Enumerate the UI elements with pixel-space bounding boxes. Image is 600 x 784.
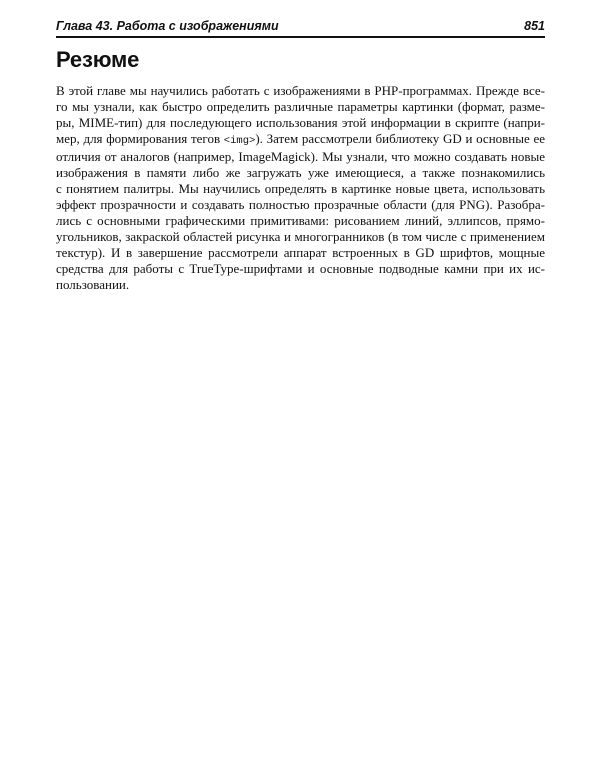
paragraph-line: изображения в памяти либо же загружать уже имеющиеся, а также познакомились bbox=[56, 165, 545, 180]
running-header bbox=[56, 18, 545, 38]
paragraph-text: ). Затем рассмотрели библиотеку GD и основные ее bbox=[255, 131, 546, 146]
paragraph-line: В этой главе мы научились работать с изображениями в PHP-программах. Прежде все- bbox=[56, 83, 545, 98]
paragraph-line: пользовании. bbox=[56, 277, 130, 292]
paragraph-line-with-code bbox=[56, 131, 545, 149]
paragraph-line: текстур). И в завершение рассмотрели аппарат встроенных в GD шрифтов, мощные bbox=[56, 245, 545, 260]
paragraph-line: с понятием палитры. Мы научились определять в картинке новые цвета, использовать bbox=[56, 181, 545, 196]
paragraph-line: ры, MIME-тип) для последующего использования этой информации в скрипте (напри- bbox=[56, 115, 545, 130]
paragraph-line: отличия от аналогов (например, ImageMagick). Мы узнали, что можно создавать новые bbox=[56, 149, 545, 164]
paragraph-line: лись с основными графическими примитивами: рисованием линий, эллипсов, прямо- bbox=[56, 213, 545, 228]
paragraph-line: го мы узнали, как быстро определить различные параметры картинки (формат, разме- bbox=[56, 99, 545, 114]
img-tag-code: <img> bbox=[223, 135, 256, 147]
book-page bbox=[56, 18, 545, 293]
summary-paragraph bbox=[56, 83, 545, 293]
paragraph-line: эффект прозрачности и создавать полностью прозрачные области (для PNG). Разобра- bbox=[56, 197, 545, 212]
page-number: 851 bbox=[524, 19, 545, 33]
paragraph-line: средства для работы с TrueType-шрифтами и основные подводные камни при их ис- bbox=[56, 261, 545, 276]
paragraph-line: угольников, закраской областей рисунка и многогранников (в том числе с применением bbox=[56, 229, 545, 244]
chapter-title: Глава 43. Работа с изображениями bbox=[56, 19, 279, 33]
section-title: Резюме bbox=[56, 47, 140, 72]
paragraph-text: мер, для формирования тегов bbox=[56, 131, 224, 146]
